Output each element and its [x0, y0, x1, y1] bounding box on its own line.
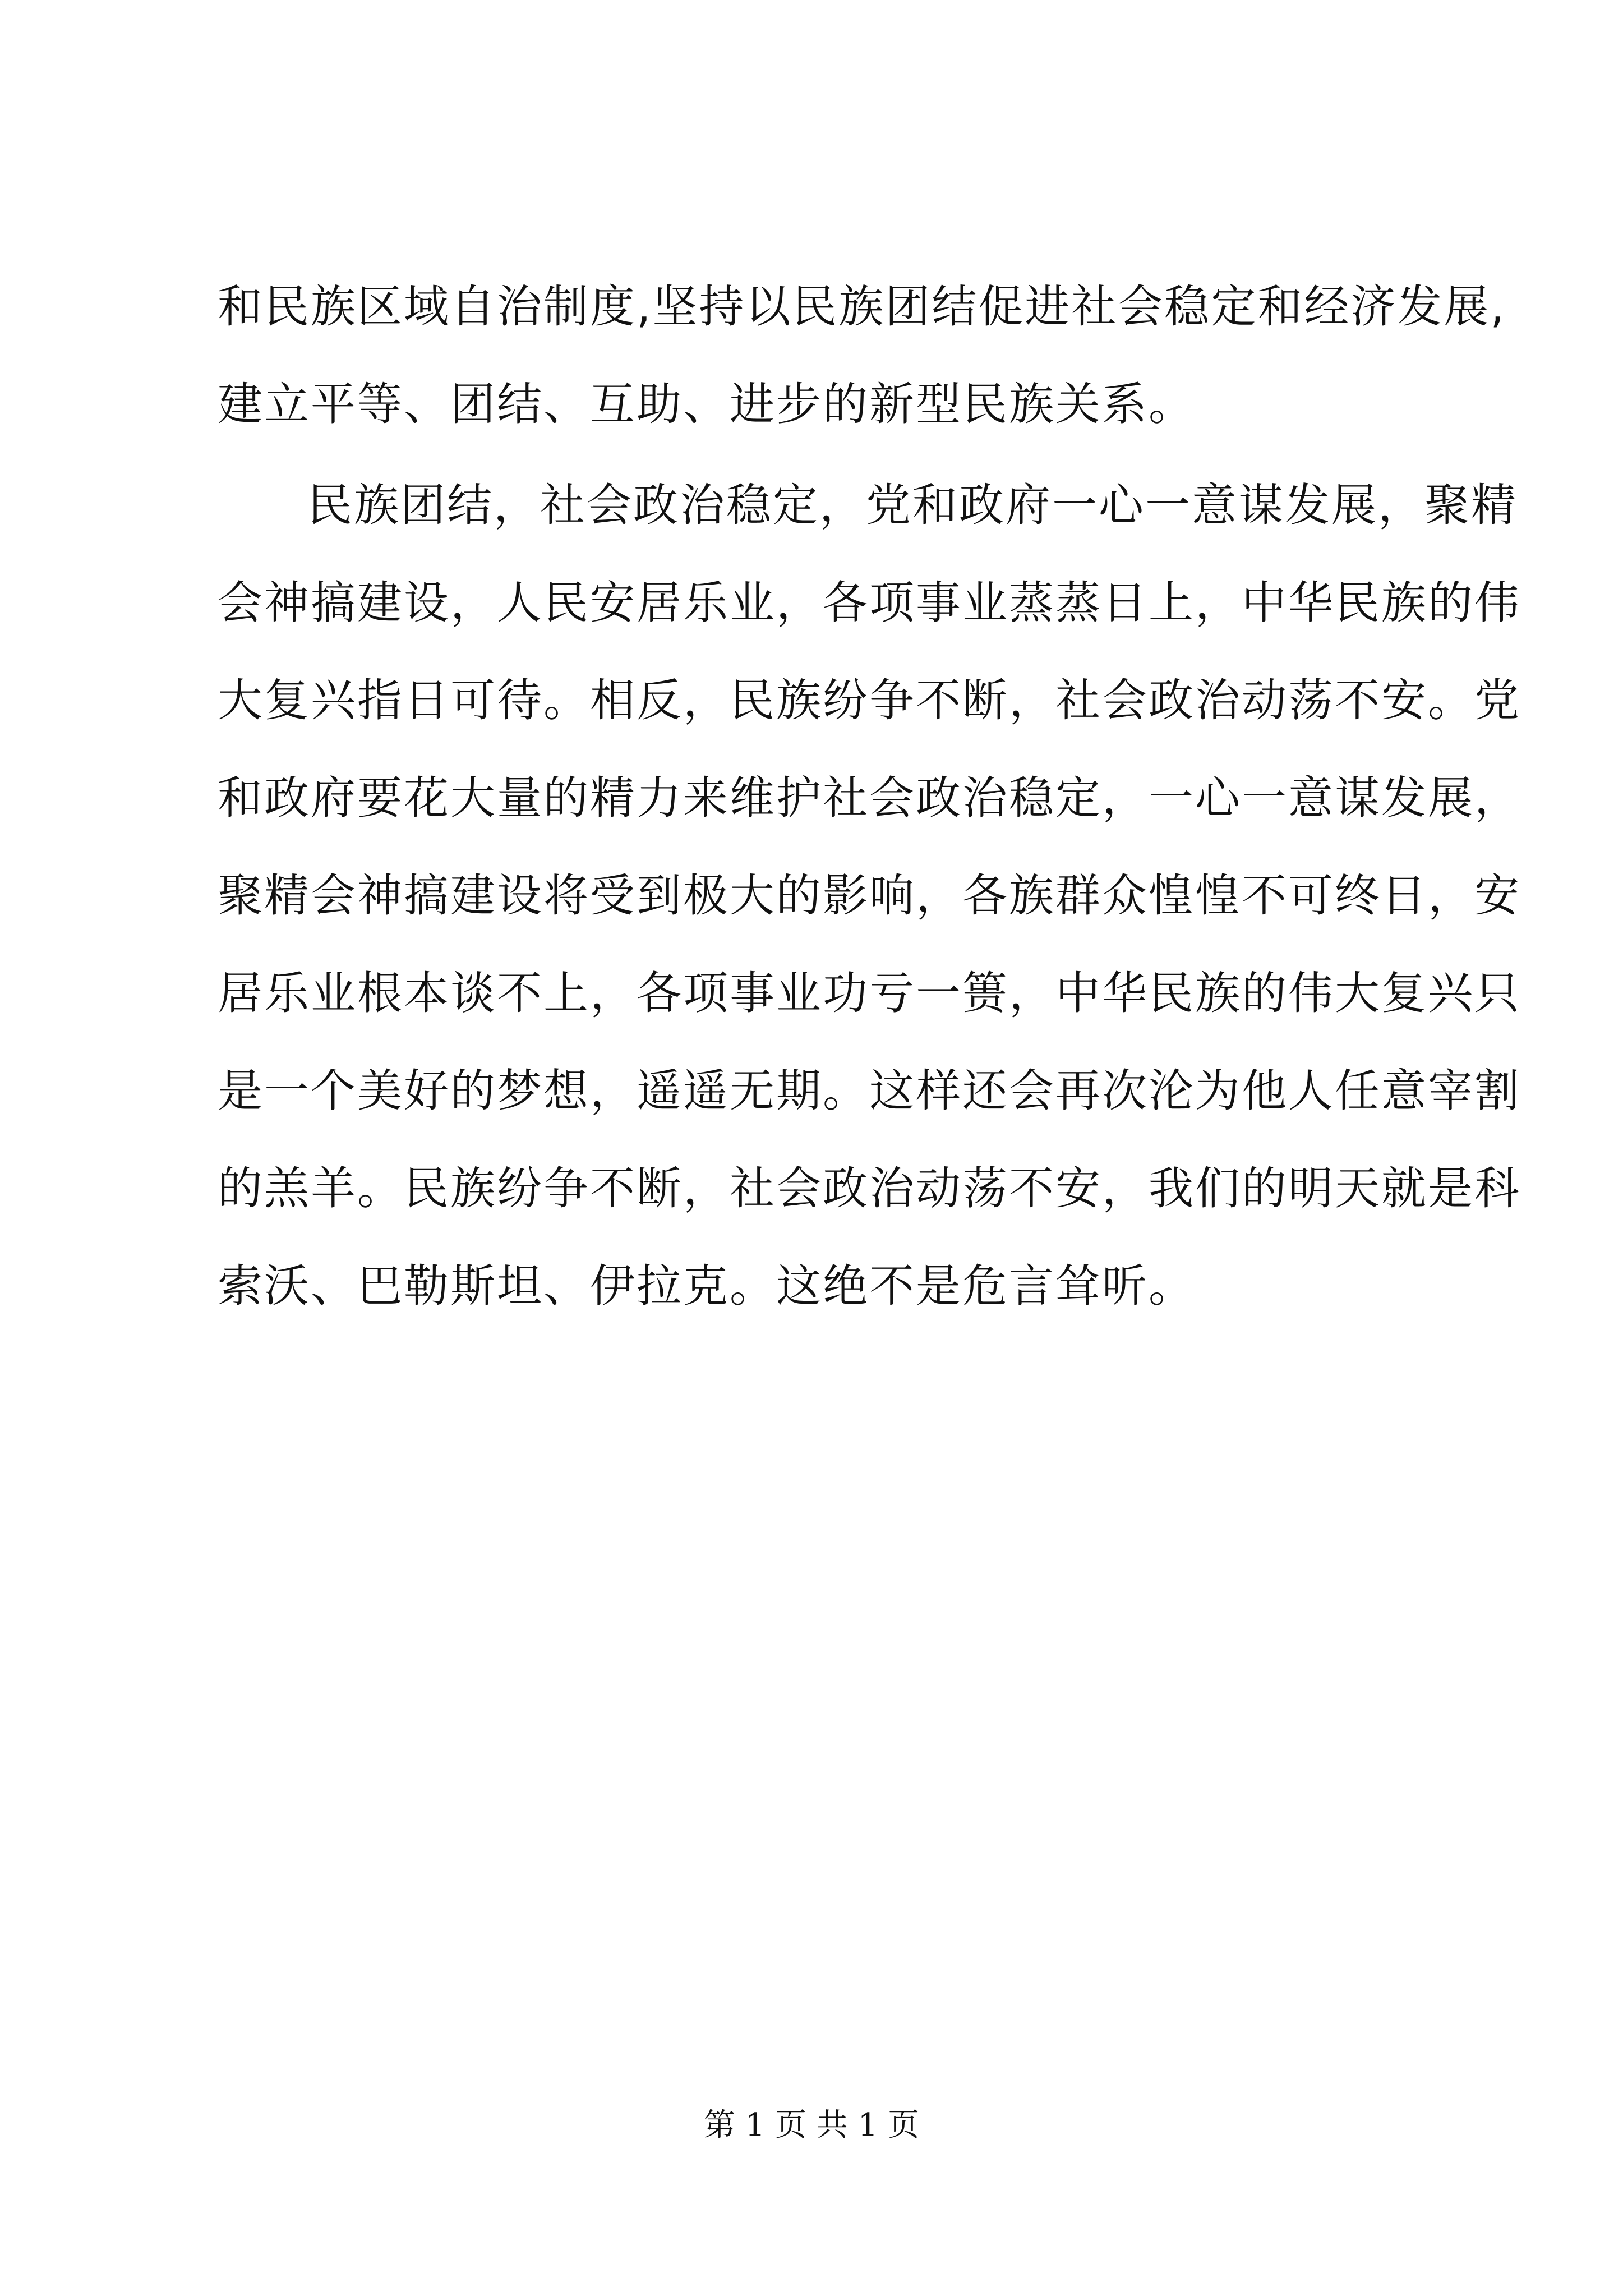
paragraph-2-line-1: 民族团结，社会政治稳定，党和政府一心一意谋发展，聚精 — [307, 479, 1518, 531]
document-body — [218, 258, 1521, 1335]
paragraph-1-line-2: 建立平等、团结、互助、进步的新型民族关系。 — [218, 378, 1195, 430]
paragraph-2-line-7: 是一个美好的梦想，遥遥无期。这样还会再次沦为他人任意宰割 — [218, 1065, 1521, 1117]
paragraph-2-line-5: 聚精会神搞建设将受到极大的影响，各族群众惶惶不可终日，安 — [218, 869, 1521, 922]
paragraph-2-line-9: 索沃、巴勒斯坦、伊拉克。这绝不是危言耸听。 — [218, 1260, 1195, 1312]
paragraph-1-line-1: 和民族区域自治制度,坚持以民族团结促进社会稳定和经济发展, — [218, 280, 1506, 333]
paragraph-2-line-4: 和政府要花大量的精力来维护社会政治稳定，一心一意谋发展， — [218, 772, 1521, 824]
paragraph-2-line-6: 居乐业根本谈不上，各项事业功亏一篑，中华民族的伟大复兴只 — [218, 967, 1521, 1019]
page-number-footer: 第 1 页 共 1 页 — [703, 2107, 920, 2143]
paragraph-2-line-2: 会神搞建设，人民安居乐业，各项事业蒸蒸日上，中华民族的伟 — [218, 577, 1521, 629]
paragraph-2-line-8: 的羔羊。民族纷争不断，社会政治动荡不安，我们的明天就是科 — [218, 1162, 1521, 1214]
paragraph-2-line-3: 大复兴指日可待。相反，民族纷争不断，社会政治动荡不安。党 — [218, 674, 1521, 726]
